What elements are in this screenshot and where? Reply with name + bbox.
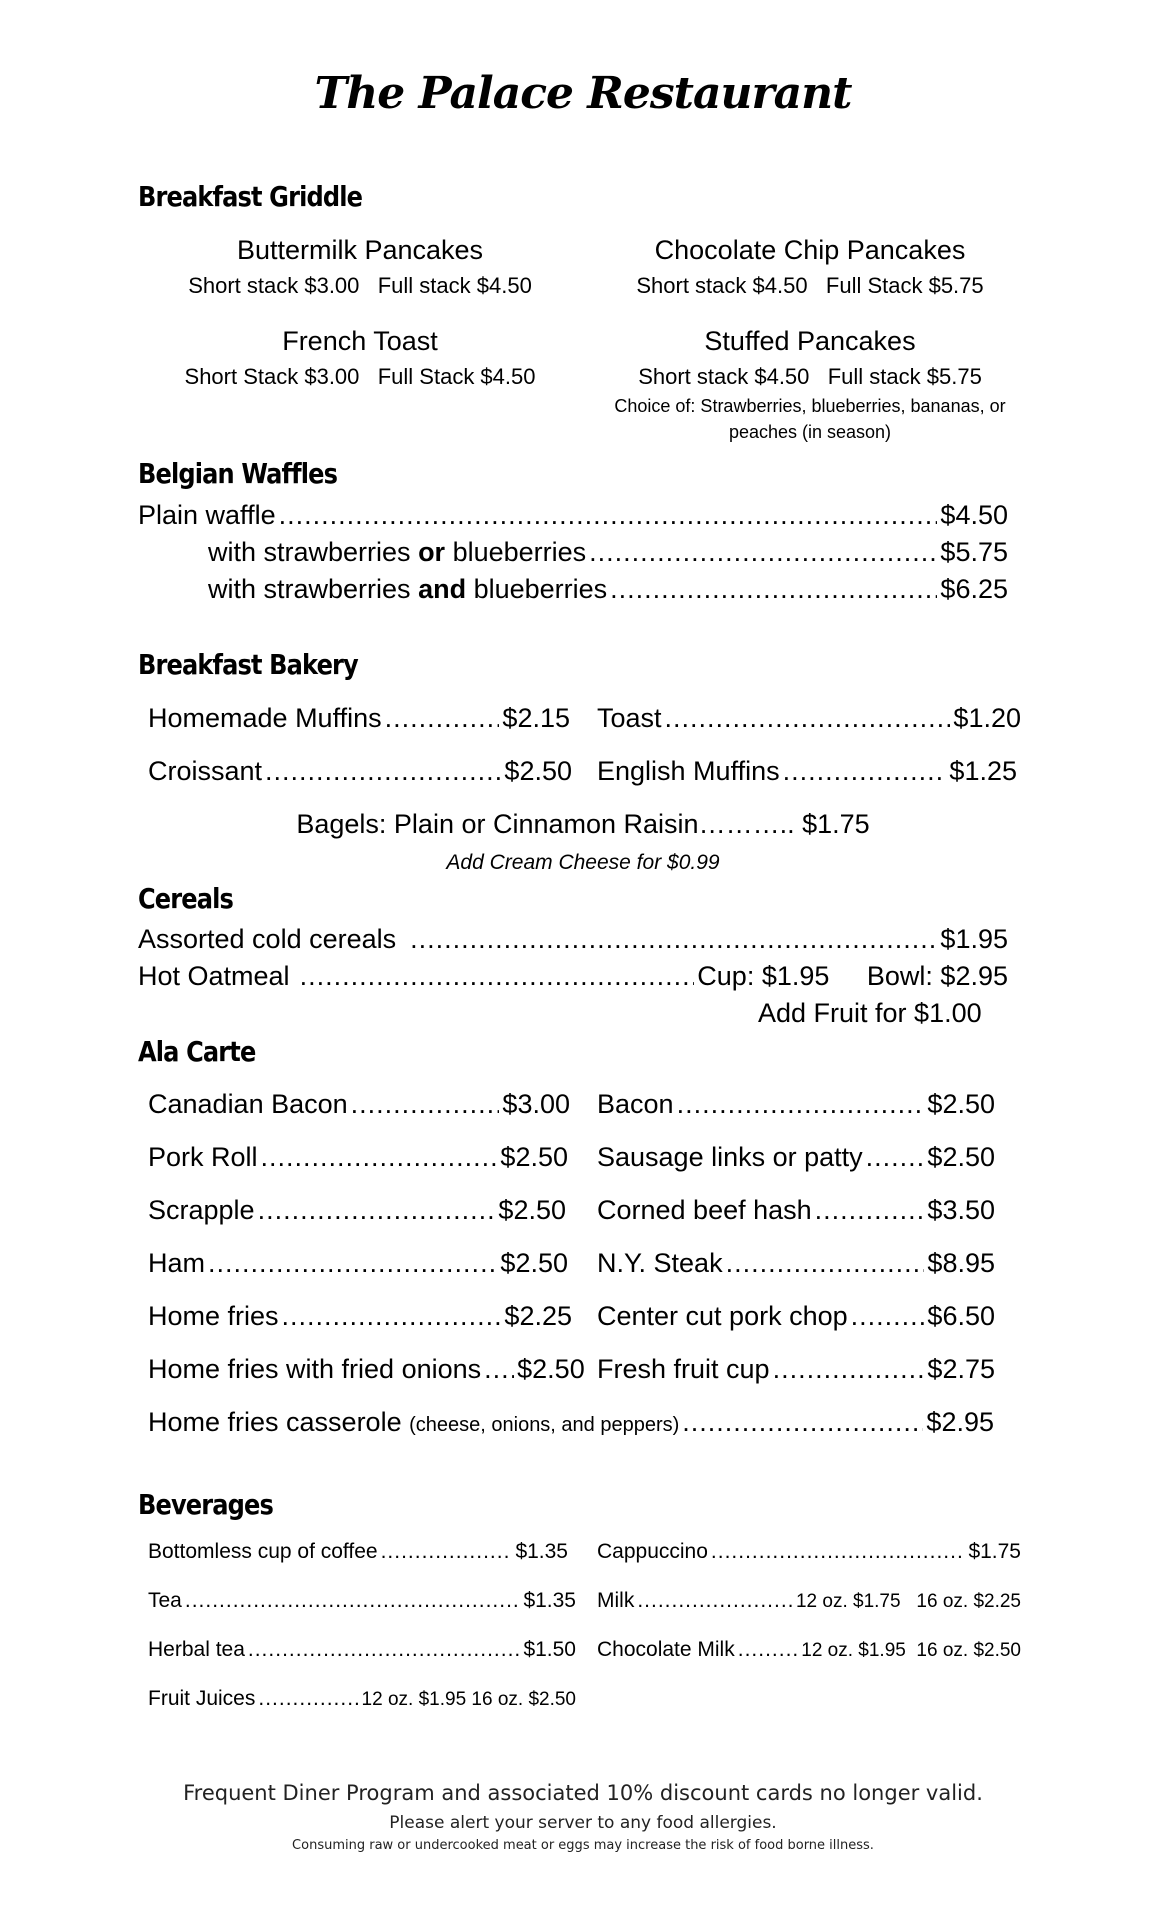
leader-dots [261,1142,498,1173]
menu-row [148,1638,576,1662]
menu-row [208,574,1008,605]
bagels-line: Bagels: Plain or Cinnamon Raisin……….. $1.75 [296,809,870,839]
menu-row [148,1195,566,1226]
restaurant-title: The Palace Restaurant [314,68,852,119]
menu-item-price: $2.50 [500,1142,568,1172]
menu-item-price: $2.50 [504,756,572,786]
menu-item-price: $1.50 [523,1638,576,1661]
griddle-item-note: Choice of: Strawberries, blueberries, bananas, or peaches (in season) [614,396,1006,442]
menu-row [597,1354,995,1385]
menu-row [597,1089,995,1120]
menu-row [597,1638,1021,1662]
menu-item-price: $2.50 [500,1248,568,1278]
menu-item-price: $6.25 [940,574,1008,604]
menu-item-price: $5.75 [940,537,1008,567]
menu-row [148,1248,568,1279]
menu-row [148,1687,576,1711]
leader-dots [300,961,695,992]
leader-dots [711,1540,966,1564]
leader-dots [815,1195,925,1226]
menu-item-label: with strawberries and blueberries [208,574,608,604]
menu-item-label: Home fries [148,1301,279,1331]
leader-dots [258,1195,496,1226]
menu-row [208,537,1008,568]
menu-item-price: Cup: $1.95 Bowl: $2.95 [697,961,1008,991]
leader-dots [351,1089,500,1120]
menu-item-label: Center cut pork chop [597,1301,848,1331]
leader-dots [248,1638,521,1662]
menu-row [148,1589,576,1613]
menu-item-label: Milk [597,1589,635,1612]
menu-item-label: Pork Roll [148,1142,258,1172]
leader-dots [851,1301,925,1332]
menu-row [148,1142,568,1173]
menu-item-price: $3.50 [927,1195,995,1225]
menu-item-price: 12 oz. $1.75 16 oz. $2.25 [795,1591,1021,1612]
griddle-item-name: Stuffed Pancakes [704,326,916,356]
menu-item-label: Cappuccino [597,1540,708,1563]
menu-item-label: Homemade Muffins [148,703,382,733]
leader-dots [637,1589,793,1613]
menu-item-label: Fruit Juices [148,1687,256,1710]
menu-item-price: $3.00 [502,1089,570,1119]
menu-item-label: Herbal tea [148,1638,245,1661]
leader-dots [665,703,951,734]
menu-item-label: Tea [148,1589,182,1612]
section-heading-beverages: Beverages [138,1488,274,1521]
leader-dots [265,756,501,787]
menu-row [597,703,1021,734]
leader-dots [208,1248,497,1279]
griddle-item-name: Chocolate Chip Pancakes [654,235,966,265]
menu-item-label: Scrapple [148,1195,255,1225]
leader-dots [279,500,938,531]
menu-row [148,1540,568,1564]
menu-item-price: 12 oz. $1.95 16 oz. $2.50 [361,1689,576,1710]
menu-item-label: Bacon [597,1089,674,1119]
menu-item-label: N.Y. Steak [597,1248,723,1278]
leader-dots [484,1354,514,1385]
leader-dots [258,1687,358,1711]
leader-dots [783,756,947,787]
menu-row [597,1301,995,1332]
menu-item-label: Fresh fruit cup [597,1354,770,1384]
leader-dots [385,703,500,734]
griddle-item-prices: Short stack $3.00 Full stack $4.50 [188,273,532,298]
menu-item-label: Croissant [148,756,263,786]
menu-item-price: $1.20 [953,703,1021,733]
footer-allergy-notice: Please alert your server to any food allergies. [389,1813,777,1833]
menu-item-label: Sausage links or patty [597,1142,863,1172]
menu-item-price: 12 oz. $1.95 16 oz. $2.50 [801,1640,1021,1661]
menu-row [148,756,572,787]
griddle-item-name: Buttermilk Pancakes [236,235,484,265]
leader-dots [866,1142,925,1173]
leader-dots [677,1089,925,1120]
leader-dots [773,1354,925,1385]
leader-dots [410,924,937,955]
menu-item-label: Home fries with fried onions [148,1354,482,1384]
menu-row [138,961,1008,992]
menu-row [597,1540,1021,1564]
menu-item-label: with strawberries or blueberries [208,537,587,567]
menu-item-price: $2.75 [927,1354,995,1384]
menu-item-label: Bottomless cup of coffee [148,1540,378,1563]
leader-dots [589,537,937,568]
menu-item-price: $2.95 [926,1407,994,1437]
menu-row [148,703,570,734]
menu-item-label: Corned beef hash [597,1195,812,1225]
menu-row [148,1089,570,1120]
menu-row [597,1195,995,1226]
menu-item-price: $2.50 [927,1142,995,1172]
section-heading-alacarte: Ala Carte [138,1035,256,1068]
section-heading-waffles: Belgian Waffles [138,457,338,490]
griddle-item-name: French Toast [282,326,438,356]
menu-item-label: Hot Oatmeal [138,961,290,991]
griddle-item-prices: Short stack $4.50 Full Stack $5.75 [636,273,984,298]
menu-item-price: $1.95 [940,924,1008,954]
menu-item-price: $1.25 [949,756,1017,786]
menu-row [597,1248,995,1279]
section-heading-cereals: Cereals [138,882,234,915]
menu-item-price: $2.50 [517,1354,585,1384]
menu-item-label: Plain waffle [138,500,276,530]
leader-dots [610,574,937,605]
leader-dots [381,1540,513,1564]
menu-row [148,1301,572,1332]
leader-dots [726,1248,925,1279]
menu-item-price: $1.35 [515,1540,568,1563]
menu-item-price: $4.50 [940,500,1008,530]
menu-item-price: $2.50 [498,1195,566,1225]
menu-item-label: Canadian Bacon [148,1089,348,1119]
menu-row [597,756,1017,787]
footer-raw-food-warning: Consuming raw or undercooked meat or eggs may increase the risk of food borne illness. [292,1838,874,1853]
griddle-item-prices: Short stack $4.50 Full stack $5.75 [638,364,982,389]
cream-cheese-note: Add Cream Cheese for $0.99 [446,851,720,874]
menu-row [597,1142,995,1173]
menu-item-price: $2.15 [502,703,570,733]
menu-item-label: Ham [148,1248,206,1278]
leader-dots [682,1407,923,1438]
menu-item-label: English Muffins [597,756,780,786]
leader-dots [738,1638,799,1662]
griddle-item-prices: Short Stack $3.00 Full Stack $4.50 [184,364,536,389]
menu-item-label: Toast [597,703,662,733]
menu-row [138,500,1008,531]
menu-row [597,1589,1021,1613]
section-heading-griddle: Breakfast Griddle [138,180,363,213]
menu-item-price: $1.75 [968,1540,1021,1563]
menu-item-label: Chocolate Milk [597,1638,735,1661]
section-heading-bakery: Breakfast Bakery [138,648,358,681]
menu-item-price: $8.95 [927,1248,995,1278]
menu-item-price: $1.35 [523,1589,576,1612]
menu-row [148,1407,994,1438]
menu-item-label: Assorted cold cereals [138,924,397,954]
menu-item-price: $2.50 [927,1089,995,1119]
footer-discount-notice: Frequent Diner Program and associated 10% discount cards no longer valid. [183,1781,983,1805]
menu-item-price: $6.50 [927,1301,995,1331]
menu-row [138,924,1008,955]
leader-dots [282,1301,502,1332]
menu-item-price: $2.25 [504,1301,572,1331]
menu-item-label: Home fries casserole (cheese, onions, and peppers) [148,1407,680,1437]
leader-dots [185,1589,521,1613]
add-fruit-note: Add Fruit for $1.00 [758,998,982,1028]
menu-row [148,1354,585,1385]
